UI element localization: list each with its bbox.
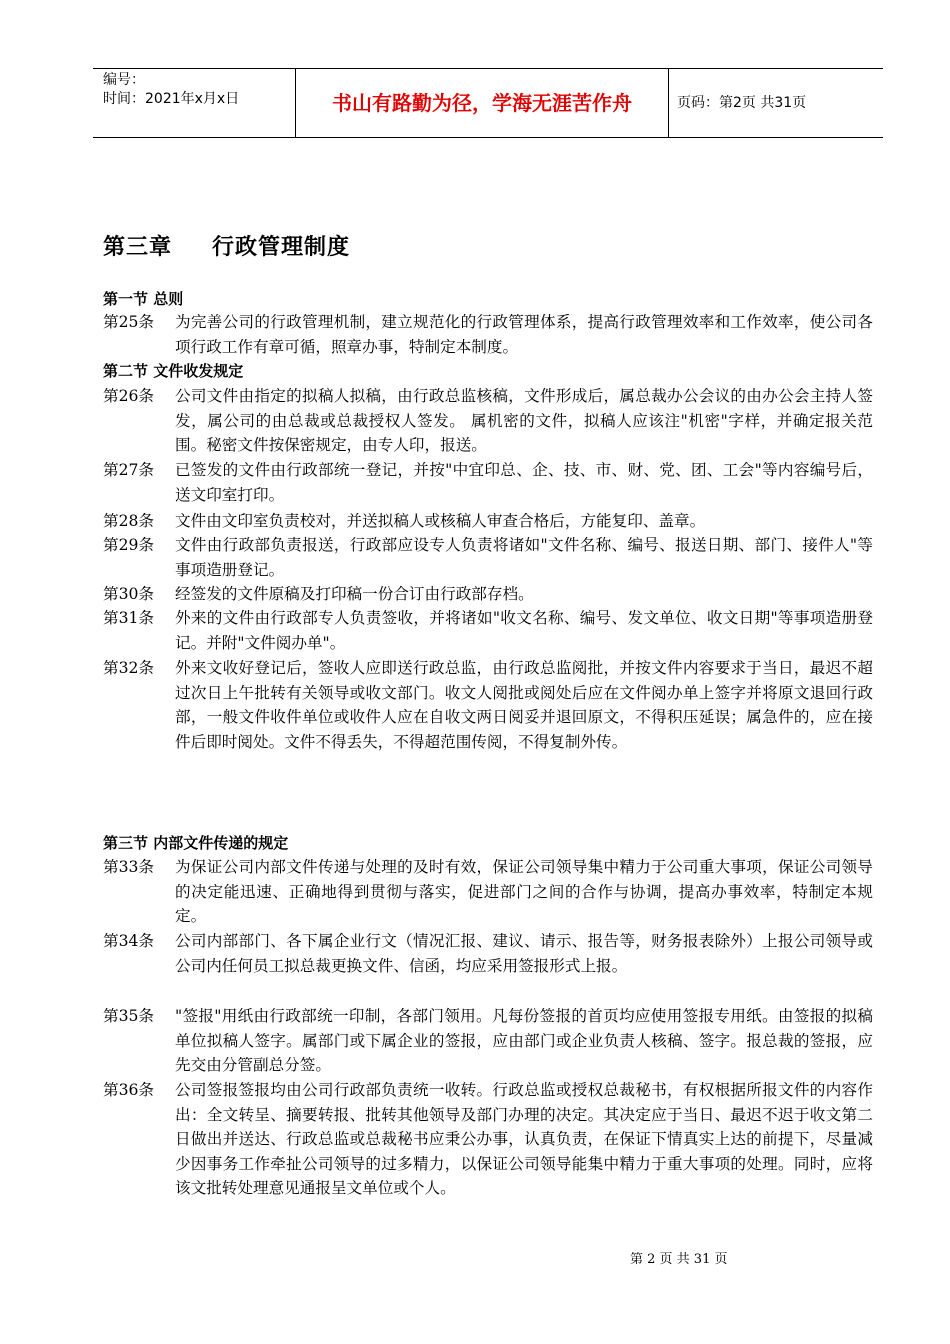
article-number: 第28条 [103, 512, 155, 530]
article-number: 第36条 [103, 1081, 155, 1099]
article [103, 1004, 873, 1078]
article-text: "签报"用纸由行政部统一印制，各部门领用。凡每份签报的首页均应使用签报专用纸。由签报的拟稿单位拟稿人签字。属部门或下属企业的签报，应由部门或企业负责人核稿、签字。报总裁的签报，应先交由分管副总分签。 [175, 1007, 873, 1074]
article-number: 第31条 [103, 609, 155, 627]
article [103, 533, 873, 582]
chapter-name: 行政管理制度 [212, 235, 351, 260]
article-number: 第32条 [103, 659, 155, 677]
article [103, 656, 873, 754]
article-number: 第30条 [103, 585, 155, 603]
article-text: 为保证公司内部文件传递与处理的及时有效，保证公司领导集中精力于公司重大事项，保证公司领导的决定能迅速、正确地得到贯彻与落实，促进部门之间的合作与协调，提高办事效率，特制定本规定。 [175, 858, 873, 925]
article [103, 384, 873, 458]
header-meta [93, 69, 295, 137]
section-heading: 第一节 总则 [103, 290, 184, 308]
article-number: 第25条 [103, 313, 155, 331]
article [103, 458, 873, 507]
article [103, 929, 873, 978]
article [103, 582, 873, 607]
header-motto: 书山有路勤为径，学海无涯苦作舟 [295, 69, 669, 137]
article-text: 公司签报签报均由公司行政部负责统一收转。行政总监或授权总裁秘书，有权根据所报文件的内容作出：全文转呈、摘要转报、批转其他领导及部门办理的决定。其决定应于当日、最迟不迟于收文第二日做出并送达、行政总监或总裁秘书应秉公办事，认真负责，在保证下情真实上达的前提下，尽量减少因事务工作牵扯公司领导的过多精力，以保证公司领导能集中精力于重大事项的处理。同时，应将该文批转处理意见通报呈文单位或个人。 [175, 1081, 873, 1197]
article [103, 855, 873, 929]
article-text: 文件由行政部负责报送，行政部应设专人负责将诸如"文件名称、编号、报送日期、部门、接件人"等事项造册登记。 [175, 536, 873, 579]
article-number: 第27条 [103, 461, 155, 479]
article [103, 509, 873, 534]
article-text: 已签发的文件由行政部统一登记，并按"中宜印总、企、技、市、财、党、团、工会"等内容编号后，送文印室打印。 [175, 461, 873, 504]
article-text: 文件由文印室负责校对，并送拟稿人或核稿人审查合格后，方能复印、盖章。 [175, 512, 706, 530]
chapter-title [103, 230, 350, 261]
page-header [93, 68, 883, 138]
header-time: 时间：2021年x月x日 [103, 91, 240, 107]
article-text: 公司内部部门、各下属企业行文（情况汇报、建议、请示、报告等，财务报表除外）上报公司领导或公司内任何员工拟总裁更换文件、信函，均应采用签报形式上报。 [175, 932, 873, 975]
chapter-number: 第三章 [103, 235, 173, 260]
header-serial-label: 编号： [103, 72, 145, 88]
section-heading: 第二节 文件收发规定 [103, 362, 244, 380]
article-text: 公司文件由指定的拟稿人拟稿，由行政总监核稿，文件形成后，属总裁办公会议的由办公会主持人签发，属公司的由总裁或总裁授权人签发。 属机密的文件，拟稿人应该注"机密"字样，并确定报关范围。秘密文件按保密规定，由专人印，报送。 [175, 387, 873, 454]
article-text: 为完善公司的行政管理机制，建立规范化的行政管理体系，提高行政管理效率和工作效率，使公司各项行政工作有章可循，照章办事，特制定本制度。 [175, 313, 873, 356]
article-number: 第29条 [103, 536, 155, 554]
section-heading: 第三节 内部文件传递的规定 [103, 834, 289, 852]
article [103, 606, 873, 655]
article-number: 第35条 [103, 1007, 155, 1025]
article-text: 经签发的文件原稿及打印稿一份合订由行政部存档。 [175, 585, 534, 603]
article-text: 外来文收好登记后，签收人应即送行政总监，由行政总监阅批，并按文件内容要求于当日，最迟不超过次日上午批转有关领导或收文部门。收文人阅批或阅处后应在文件阅办单上签字并将原文退回行政部，一般文件收件单位或收件人应在自收文两日阅妥并退回原文，不得积压延误；属急件的，应在接件后即时阅处。文件不得丢失，不得超范围传阅，不得复制外传。 [175, 659, 873, 751]
article [103, 1078, 873, 1201]
article [103, 310, 873, 359]
page-footer: 第 2 页 共 31 页 [630, 1252, 728, 1267]
header-page-info: 页码：第2页 共31页 [677, 95, 807, 111]
article-text: 外来的文件由行政部专人负责签收，并将诸如"收文名称、编号、发文单位、收文日期"等事项造册登记。并附"文件阅办单"。 [175, 609, 873, 652]
article-number: 第26条 [103, 387, 155, 405]
article-number: 第33条 [103, 858, 155, 876]
article-number: 第34条 [103, 932, 155, 950]
